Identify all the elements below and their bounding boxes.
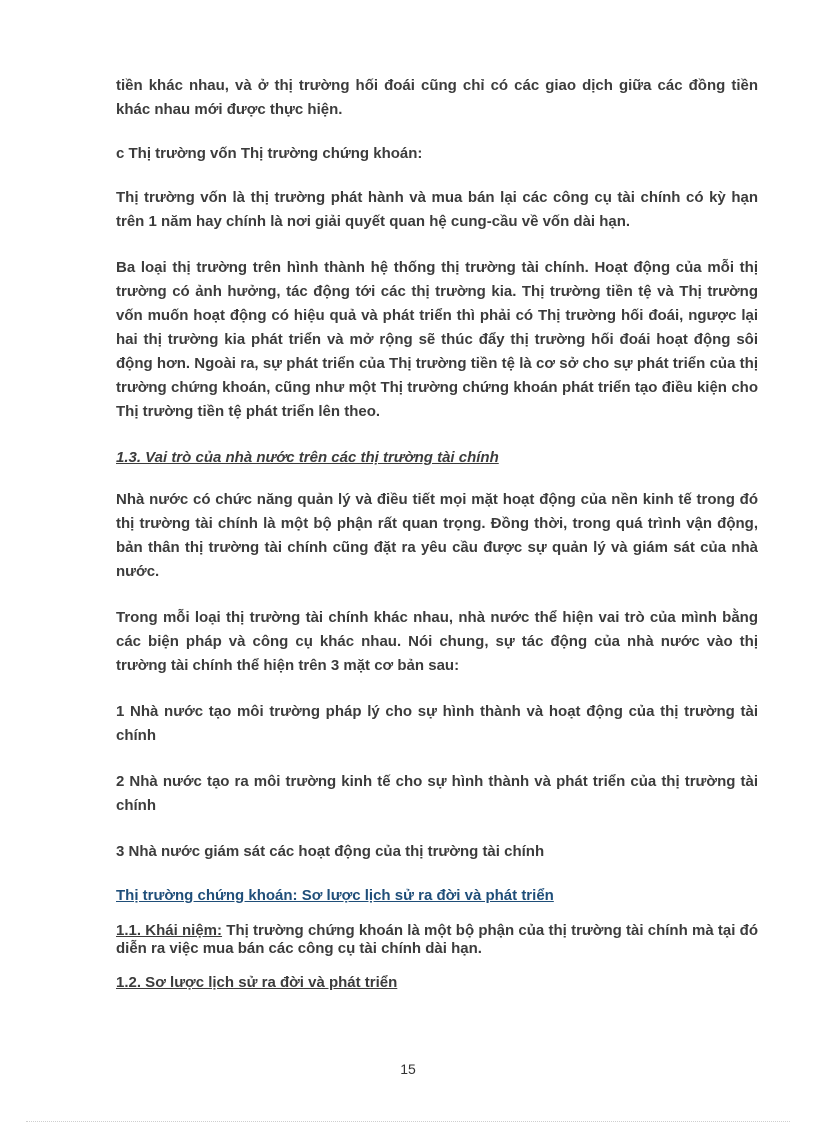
paragraph-item-3: 3 Nhà nước giám sát các hoạt động của thị trường tài chính (116, 843, 545, 860)
concept-label: 1.1. Khái niệm: (116, 922, 223, 939)
paragraph-item-2: 2 Nhà nước tạo ra môi trường kinh tế cho sự hình thành và phát triển của thị trường tài chính (116, 773, 758, 814)
paragraph-currency-exchange: tiền khác nhau, và ở thị trường hối đoái cũng chỉ có các giao dịch giữa các đồng tiền khác nhau mới được thực hiện. (116, 77, 758, 118)
heading-stock-market[interactable]: Thị trường chứng khoán: Sơ lược lịch sử ra đời và phát triển (116, 887, 554, 904)
heading-state-role: 1.3. Vai trò của nhà nước trên các thị trường tài chính (116, 449, 499, 466)
paragraph-capital-market-title: c Thị trường vốn Thị trường chứng khoán: (116, 145, 423, 162)
document-page (116, 74, 758, 992)
page-number: 15 (400, 1061, 416, 1077)
paragraph-market-system: Ba loại thị trường trên hình thành hệ thống thị trường tài chính. Hoạt động của mỗi thị trường có ảnh hưởng, tác động tới các thị trường kia. Thị trường tiền tệ và Thị trường vốn muốn hoạt động có hiệu quả và phát triển thì phải có Thị trường hối đoái, ngược lại hai thị trường kia phát triển và mở rộng sẽ thúc đẩy thị trường hối đoái hoạt động sôi động hơn. Ngoài ra, sự phát triển của Thị trường tiền tệ là cơ sở cho sự phát triển của thị trường chứng khoán, cũng như một Thị trường chứng khoán phát triển tạo điều kiện cho Thị trường tiền tệ phát triển lên theo. (116, 259, 758, 420)
heading-history: 1.2. Sơ lược lịch sử ra đời và phát triển (116, 974, 398, 991)
paragraph-item-1: 1 Nhà nước tạo môi trường pháp lý cho sự hình thành và hoạt động của thị trường tài chính (116, 703, 758, 744)
paragraph-capital-market-definition: Thị trường vốn là thị trường phát hành và mua bán lại các công cụ tài chính có kỳ hạn trên 1 năm hay chính là nơi giải quyết quan hệ cung-cầu về vốn dài hạn. (116, 189, 758, 230)
paragraph-concept (116, 922, 758, 958)
paragraph-state-measures: Trong mỗi loại thị trường tài chính khác nhau, nhà nước thể hiện vai trò của mình bằng các biện pháp và công cụ khác nhau. Nói chung, sự tác động của nhà nước vào thị trường tài chính thể hiện trên 3 mặt cơ bản sau: (116, 609, 758, 674)
page-bottom-divider (26, 1121, 790, 1122)
paragraph-state-function: Nhà nước có chức năng quản lý và điều tiết mọi mặt hoạt động của nền kinh tế trong đó thị trường tài chính là một bộ phận rất quan trọng. Đồng thời, trong quá trình vận động, bản thân thị trường tài chính cũng đặt ra yêu cầu được sự quản lý và giám sát của nhà nước. (116, 491, 758, 580)
concept-text: Thị trường chứng khoán là một bộ phận của thị trường tài chính mà tại đó diễn ra việc mua bán các công cụ tài chính dài hạn. (116, 922, 759, 957)
